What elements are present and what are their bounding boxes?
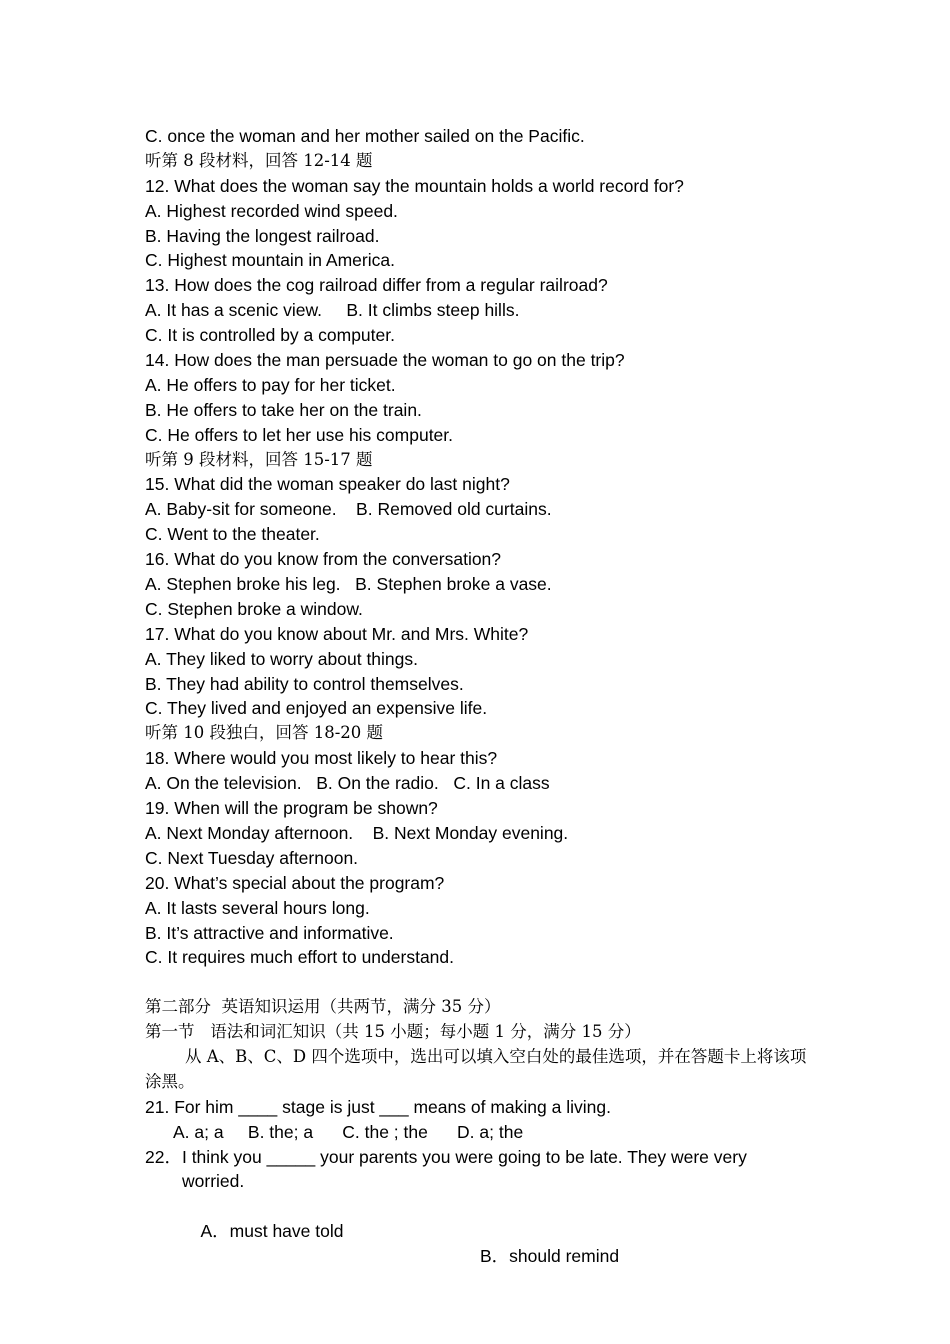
option-line: C. He offers to let her use his computer.	[145, 424, 454, 445]
option-line: C. They lived and enjoyed an expensive life.	[145, 698, 488, 719]
option-line: C. Stephen broke a window.	[145, 598, 363, 619]
option-line: C. Went to the theater.	[145, 524, 320, 545]
option-line: A. He offers to pay for her ticket.	[145, 374, 396, 395]
blank-spacer	[145, 970, 825, 995]
question-line: 13. How does the cog railroad differ from a regular railroad?	[145, 275, 608, 296]
instruction-paragraph: 从 A、B、C、D 四个选项中，选出可以填入空白处的最佳选项，并在答题卡上将该项涂黑。	[145, 1046, 807, 1091]
question-line: 17. What do you know about Mr. and Mrs. White?	[145, 623, 529, 644]
section-instruction: 听第 8 段材料，回答 12-14 题	[145, 150, 373, 170]
question-continuation: worried.	[182, 1171, 245, 1192]
question-line: 21. For him ____ stage is just ___ means of making a living.	[145, 1096, 611, 1117]
section-instruction: 听第 9 段材料，回答 15-17 题	[145, 449, 373, 469]
option-line: B. They had ability to control themselves.	[145, 673, 464, 694]
option-line: C. Next Tuesday afternoon.	[145, 847, 359, 868]
option-line: A. They liked to worry about things.	[145, 648, 419, 669]
question-line: 16. What do you know from the conversation?	[145, 549, 502, 570]
option-b: B．should remind	[480, 1246, 620, 1267]
option-line: B. He offers to take her on the train.	[145, 399, 422, 420]
option-line: B. Having the longest railroad.	[145, 225, 380, 246]
question-line: 14. How does the man persuade the woman to go on the trip?	[145, 350, 625, 371]
question-line: 19. When will the program be shown?	[145, 798, 438, 819]
option-line: C. Highest mountain in America.	[145, 250, 395, 271]
option-line: A. Stephen broke his leg. B. Stephen broke a vase.	[145, 574, 552, 595]
question-line: 18. Where would you most likely to hear this?	[145, 748, 498, 769]
option-line: C. It is controlled by a computer.	[145, 325, 395, 346]
question-line: 12. What does the woman say the mountain holds a world record for?	[145, 175, 684, 196]
option-line: A. Highest recorded wind speed.	[145, 200, 398, 221]
option-a: A．must have told	[200, 1221, 344, 1242]
subsection-heading: 第一节 语法和词汇知识（共 15 小题；每小题 1 分，满分 15 分）	[145, 1022, 641, 1042]
option-line: A. On the television. B. On the radio. C. In a class	[145, 773, 550, 794]
question-line: 20. What’s special about the program?	[145, 872, 445, 893]
option-line: A. Next Monday afternoon. B. Next Monday evening.	[145, 822, 569, 843]
option-line: C. It requires much effort to understand.	[145, 947, 455, 968]
option-line: A. It lasts several hours long.	[145, 897, 370, 918]
option-line: C. once the woman and her mother sailed on the Pacific.	[145, 126, 585, 146]
section-instruction: 听第 10 段独白，回答 18-20 题	[145, 723, 384, 743]
option-row	[145, 1194, 825, 1267]
option-line: A. It has a scenic view. B. It climbs steep hills.	[145, 300, 520, 321]
document-page	[145, 124, 825, 1267]
option-line: A. a; a B. the; a C. the ; the D. a; the	[173, 1121, 524, 1142]
question-line: 22．I think you _____ your parents you were going to be late. They were very	[145, 1146, 747, 1167]
option-line: B. It’s attractive and informative.	[145, 922, 394, 943]
part-heading: 第二部分 英语知识运用（共两节，满分 35 分）	[145, 997, 501, 1017]
question-line: 15. What did the woman speaker do last night?	[145, 474, 510, 495]
option-line: A. Baby-sit for someone. B. Removed old curtains.	[145, 499, 552, 520]
